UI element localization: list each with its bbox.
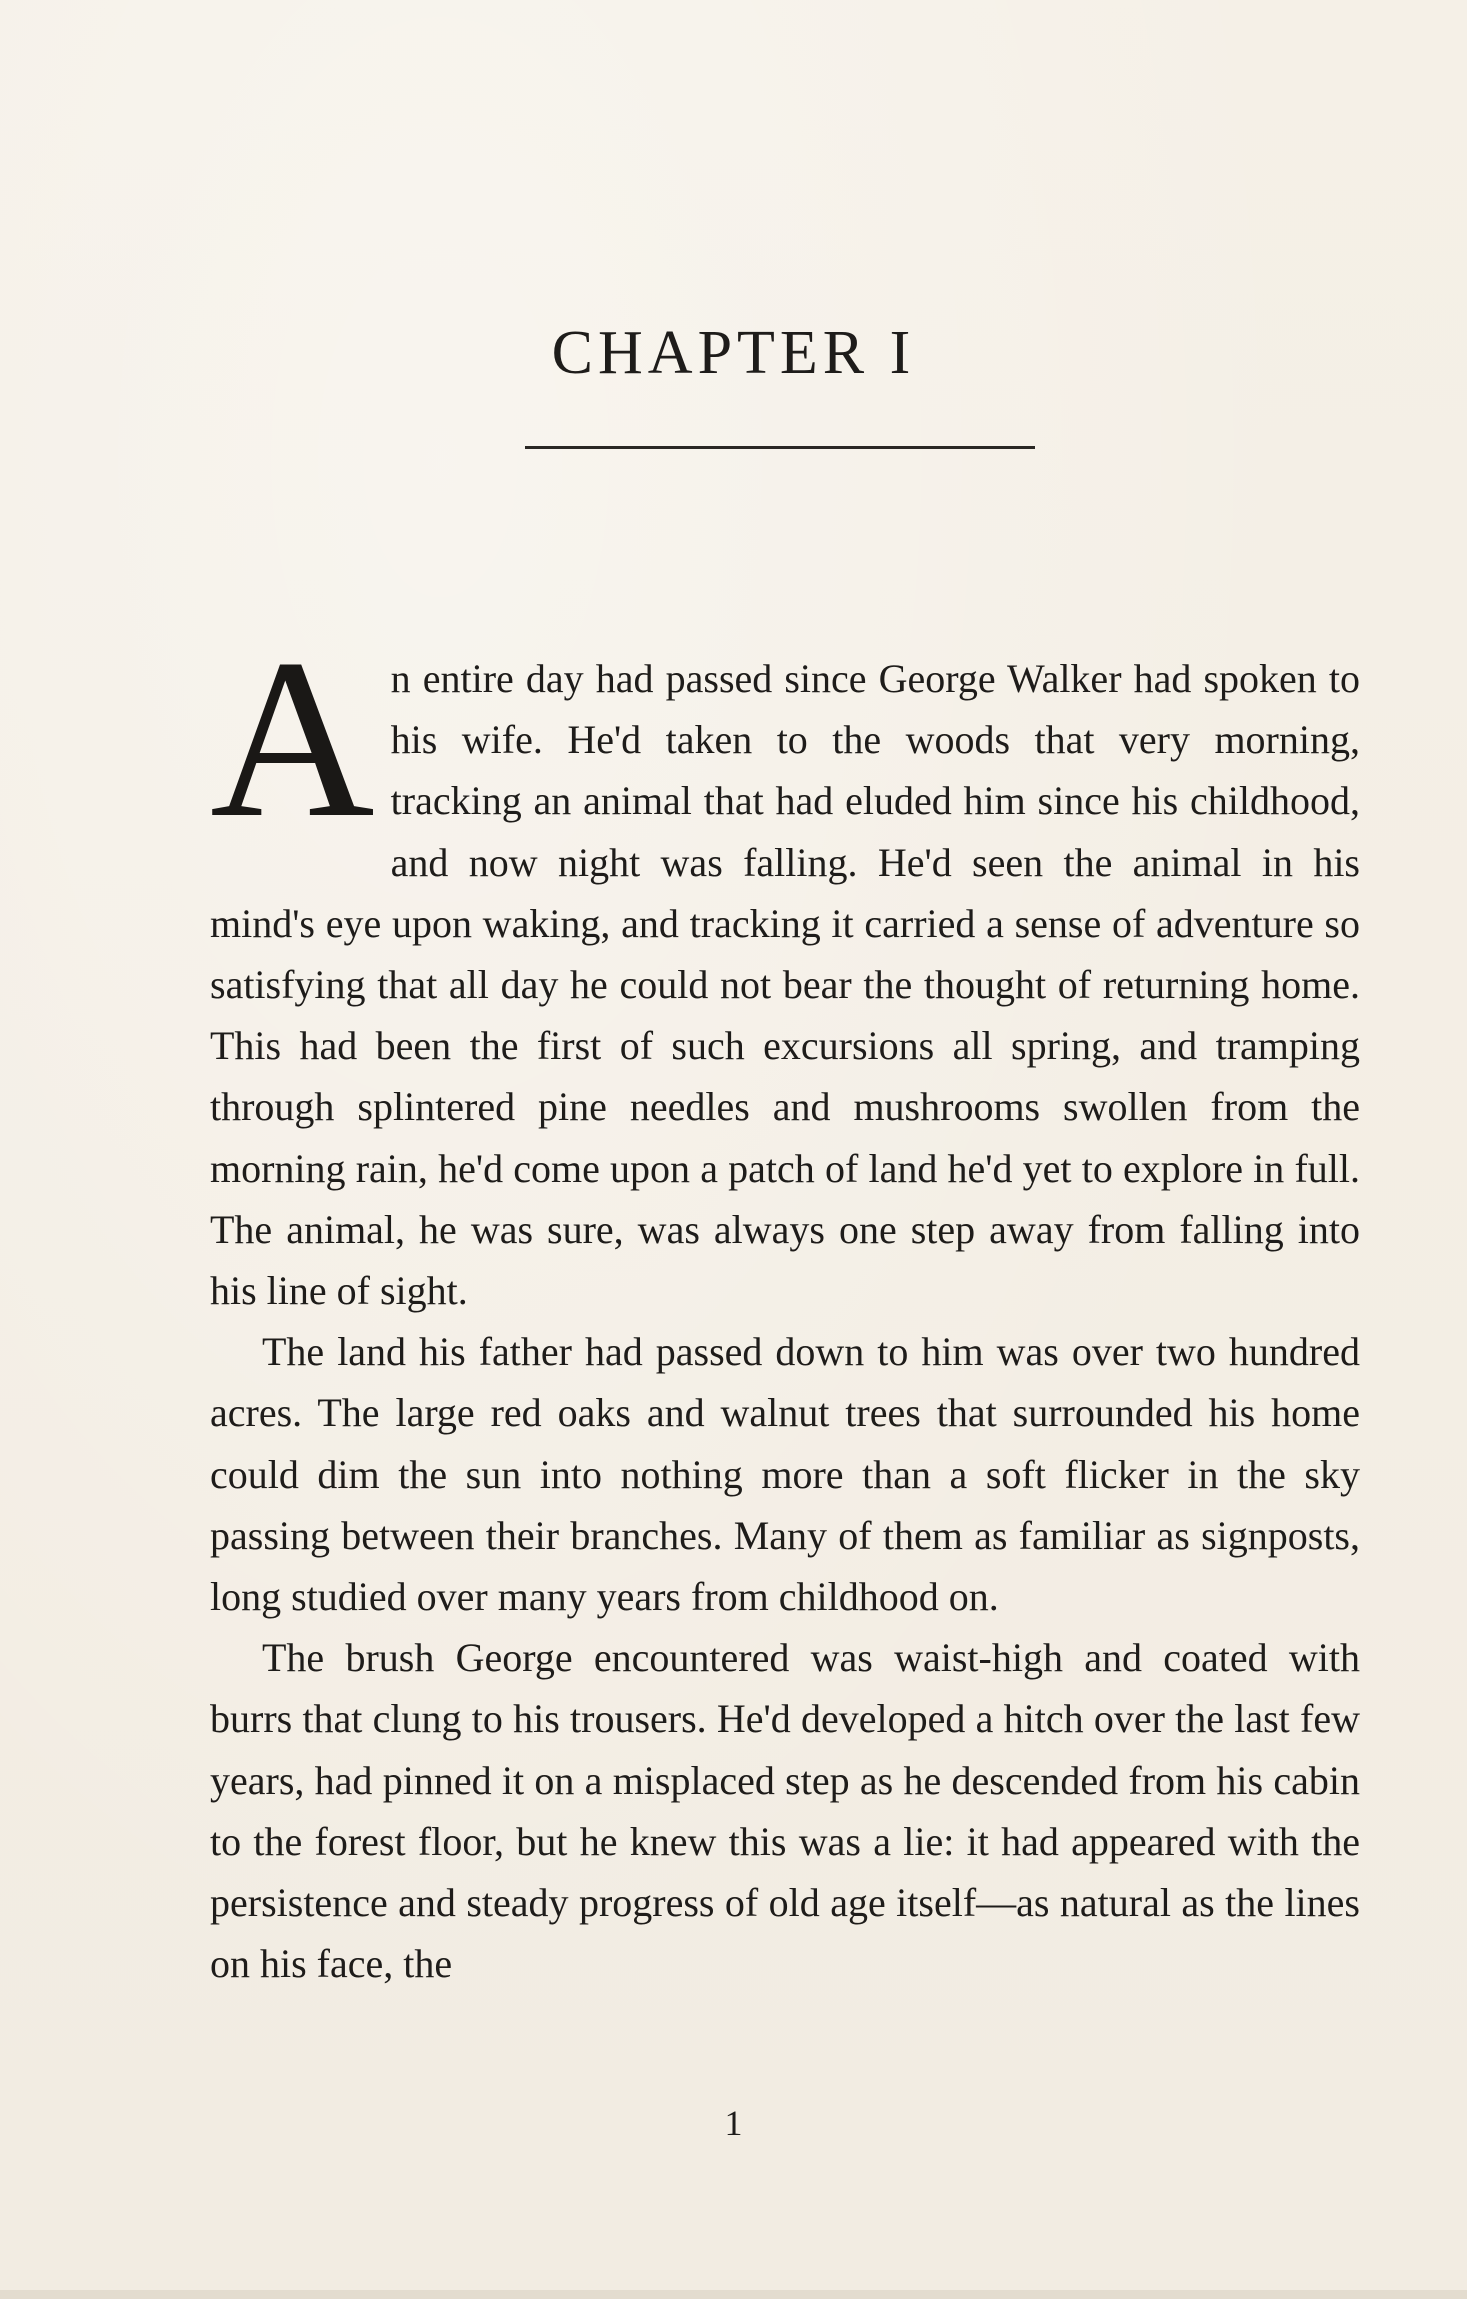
- paragraph-1-text: n entire day had passed since George Walker had spoken to his wife. He'd taken to the woods that very morning, tracking an animal that had eluded him since his childhood, and now night was falling. He'd seen the animal in his mind's eye upon waking, and tracking it carried a sense of adventure so satisfying that all day he could not bear the thought of returning home. This had been the first of such excursions all spring, and tramping through splintered pine needles and mushrooms swollen from the morning rain, he'd come upon a patch of land he'd yet to explore in full. The animal, he was sure, was always one step away from falling into his line of sight.: [210, 656, 1360, 1314]
- heading-rule: [525, 446, 1035, 449]
- paragraph-2: The land his father had passed down to him was over two hundred acres. The large red oaks and walnut trees that surrounded his home could dim the sun into nothing more than a soft flicker in the sky passing between their branches. Many of them as familiar as signposts, long studied over many years from childhood on.: [210, 1329, 1360, 1620]
- paragraph-3: The brush George encountered was waist-high and coated with burrs that clung to his trousers. He'd developed a hitch over the last few years, had pinned it on a misplaced step as he descended from his cabin to the forest floor, but he knew this was a lie: it had appeared with the persistence and steady progress of old age itself—as natural as the lines on his face, the: [210, 1635, 1360, 1987]
- chapter-body: [210, 613, 1360, 1994]
- paragraph-1: [210, 613, 1360, 1321]
- page-bottom-edge: [0, 2290, 1467, 2299]
- drop-cap: A: [210, 613, 375, 865]
- chapter-heading: CHAPTER I: [551, 319, 916, 387]
- page-number: 1: [724, 2103, 743, 2143]
